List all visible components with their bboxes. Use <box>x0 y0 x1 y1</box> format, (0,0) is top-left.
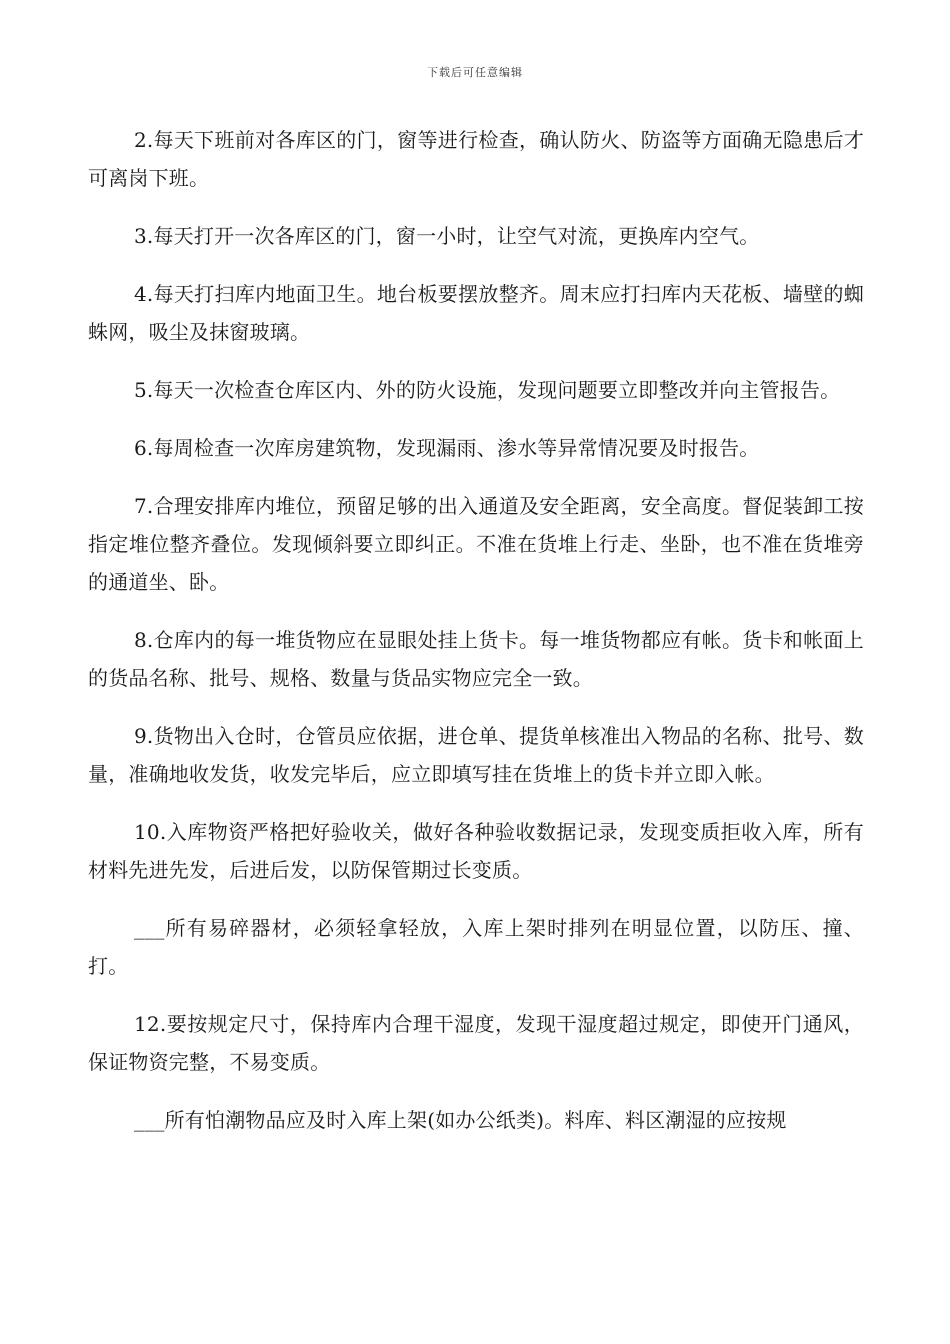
paragraph-9: 9.货物出入仓时，仓管员应依据，进仓单、提货单核准出入物品的名称、批号、数量，准确地收发货，收发完毕后，应立即填写挂在货堆上的货卡并立即入帐。 <box>88 724 864 786</box>
paragraph-3: 3.每天打开一次各库区的门，窗一小时，让空气对流，更换库内空气。 <box>134 224 760 248</box>
paragraph-13: ___所有怕潮物品应及时入库上架(如办公纸类)。料库、料区潮湿的应按规 <box>134 1108 787 1132</box>
paragraph-4: 4.每天打扫库内地面卫生。地台板要摆放整齐。周末应打扫库内天花板、墙壁的蜘蛛网，吸尘及抹窗玻璃。 <box>88 282 864 344</box>
paragraph-2: 2.每天下班前对各库区的门，窗等进行检查，确认防火、防盗等方面确无隐患后才可离岗下班。 <box>88 128 864 190</box>
document-body <box>88 121 864 1159</box>
paragraph-12: 12.要按规定尺寸，保持库内合理干湿度，发现干湿度超过规定，即使开门通风，保证物资完整，不易变质。 <box>88 1012 864 1074</box>
paragraph-7: 7.合理安排库内堆位，预留足够的出入通道及安全距离，安全高度。督促装卸工按指定堆位整齐叠位。发现倾斜要立即纠正。不准在货堆上行走、坐卧，也不准在货堆旁的通道坐、卧。 <box>88 494 864 594</box>
paragraph-11: ___所有易碎器材，必须轻拿轻放，入库上架时排列在明显位置，以防压、撞、打。 <box>88 916 864 978</box>
header-note: 下载后可任意编辑 <box>427 66 523 79</box>
paragraph-6: 6.每周检查一次库房建筑物，发现漏雨、渗水等异常情况要及时报告。 <box>134 436 760 460</box>
paragraph-10: 10.入库物资严格把好验收关，做好各种验收数据记录，发现变质拒收入库，所有材料先进先发，后进后发，以防保管期过长变质。 <box>88 820 864 882</box>
paragraph-5: 5.每天一次检查仓库区内、外的防火设施，发现问题要立即整改并向主管报告。 <box>134 378 841 402</box>
paragraph-8: 8.仓库内的每一堆货物应在显眼处挂上货卡。每一堆货物都应有帐。货卡和帐面上的货品名称、批号、规格、数量与货品实物应完全一致。 <box>88 628 864 690</box>
